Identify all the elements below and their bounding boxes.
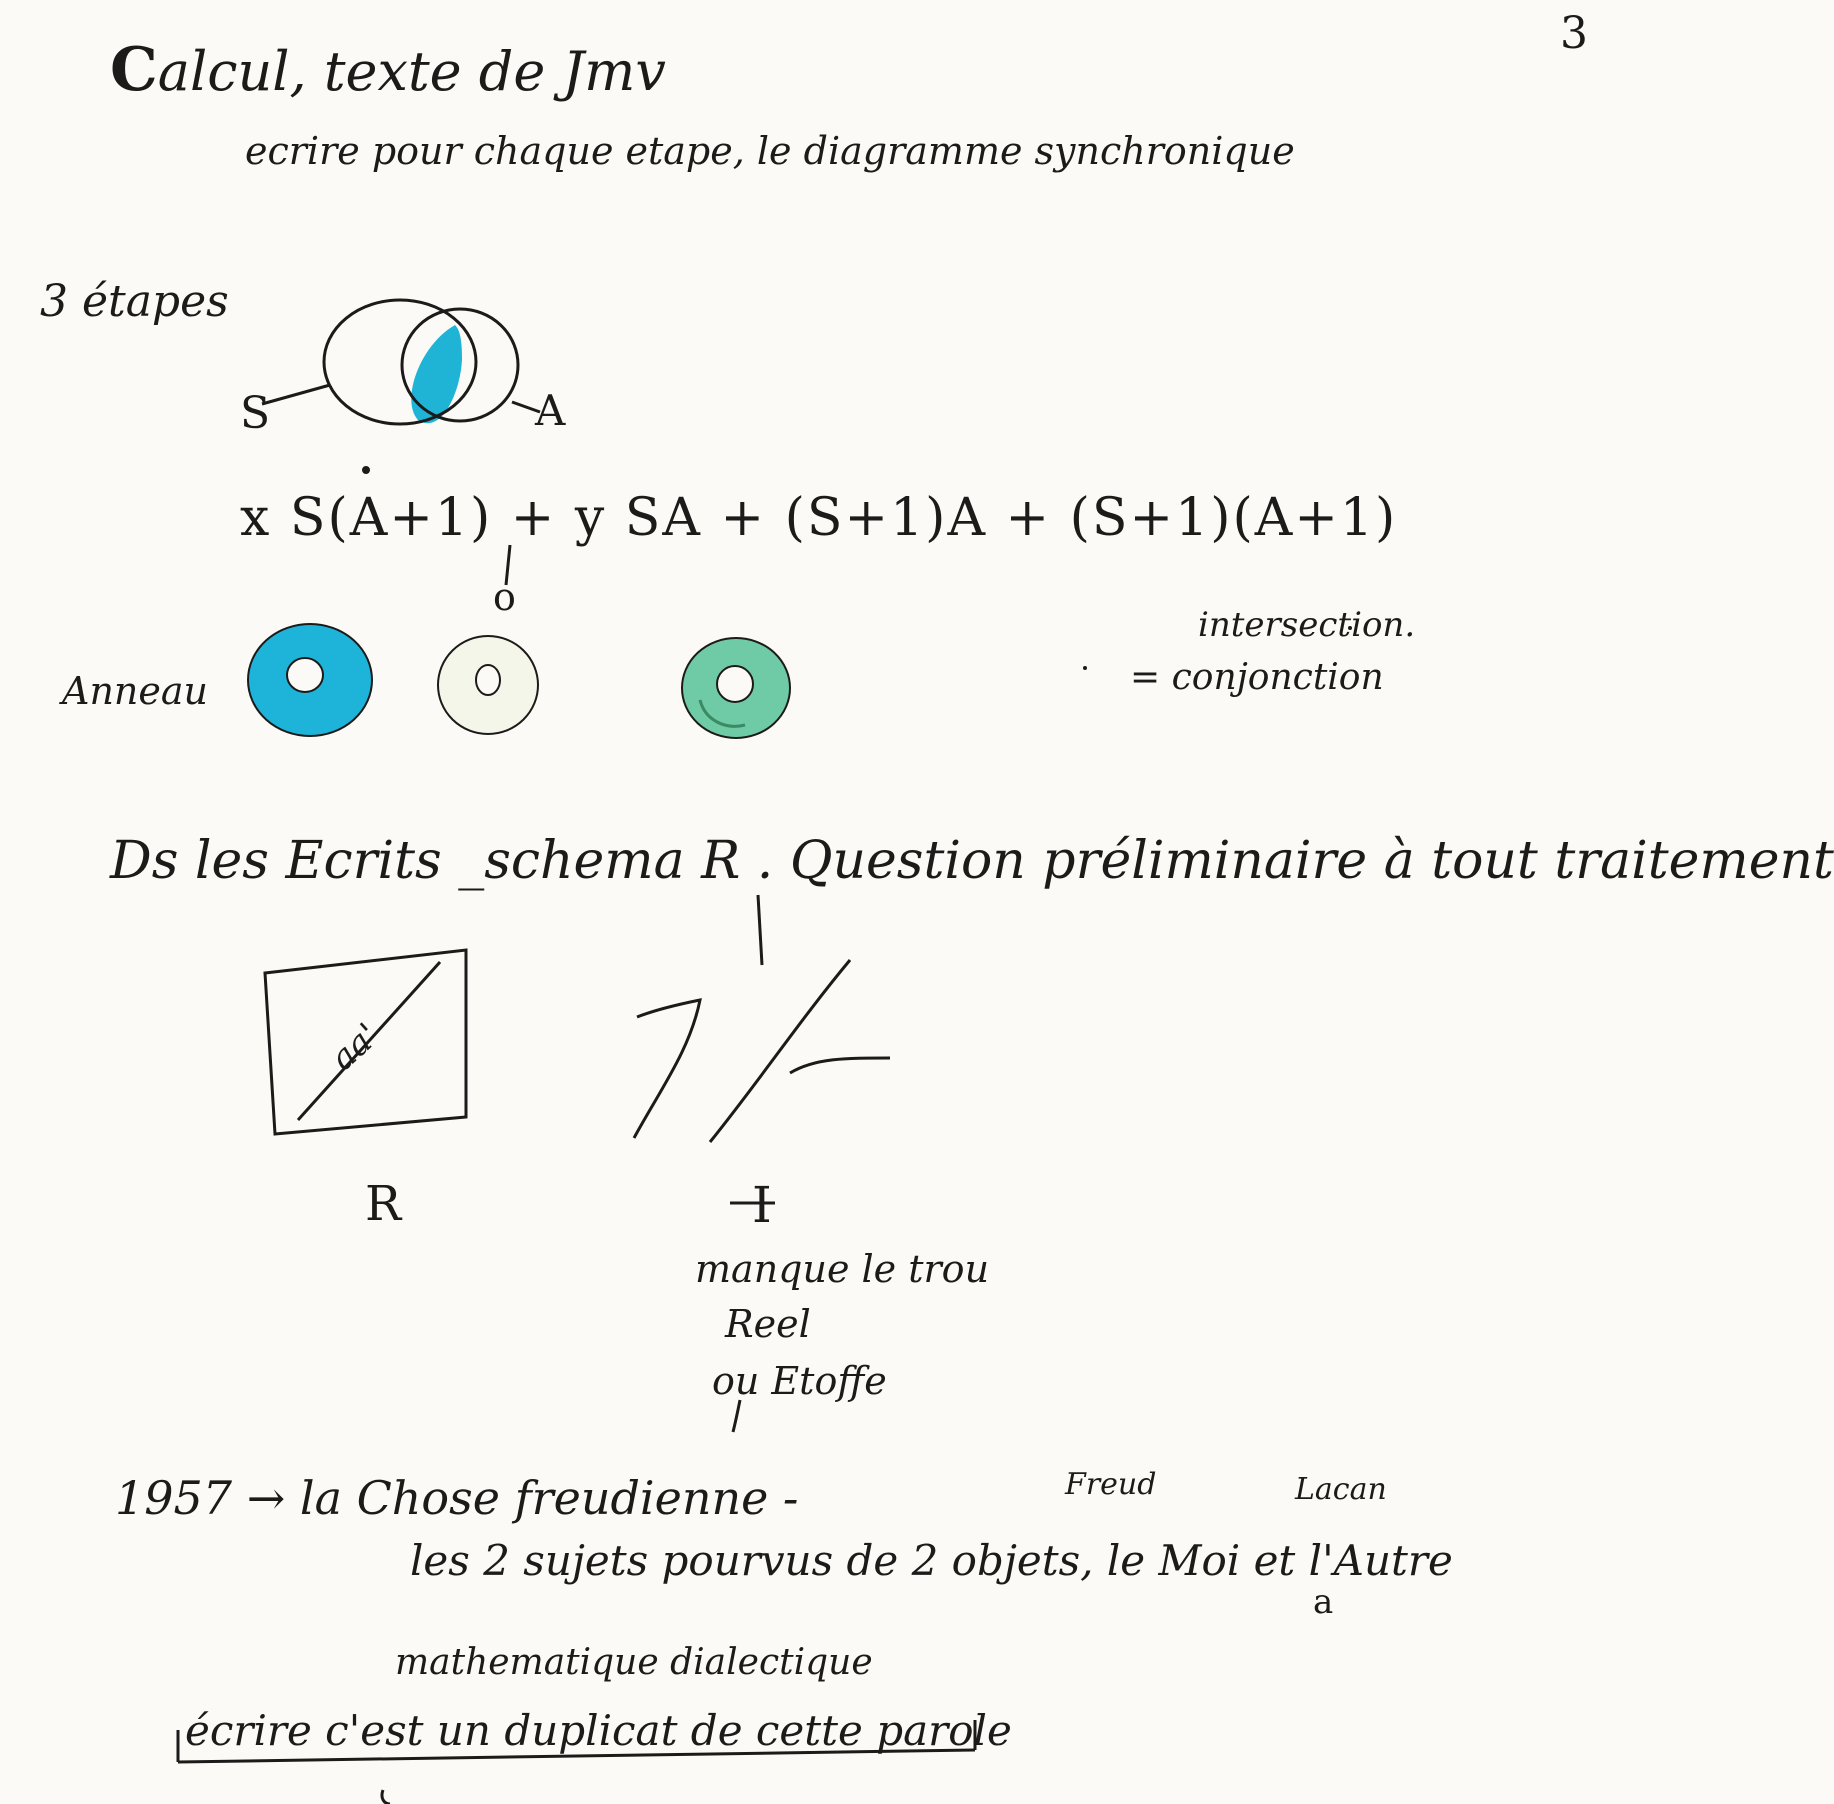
ring-blue	[248, 624, 372, 736]
schema-note-etoffe: ou Etoffe	[712, 1359, 887, 1403]
history-small-a: a	[1313, 1582, 1334, 1622]
schema-figures	[265, 820, 1530, 1432]
schema-label-r: R	[365, 1176, 402, 1232]
schema-heading: Ds les Ecrits _schema R . Question préliminaire à tout traitement	[110, 831, 1834, 891]
schema-dash	[810, 820, 1530, 830]
ring-white	[438, 636, 538, 734]
schema-i-stroke-right	[710, 960, 850, 1142]
history-year-line: 1957 → la Chose freudienne -	[115, 1471, 799, 1525]
page-number: 3	[1560, 8, 1588, 59]
page-title	[110, 35, 666, 105]
history-mathematique: mathematique dialectique	[395, 1642, 873, 1683]
schema-note-manque: manque le trou	[695, 1247, 990, 1291]
venn-label-s: S	[240, 388, 271, 439]
history-ecrire: écrire c'est un duplicat de cette parole	[185, 1706, 1012, 1755]
schema-i-pointer	[758, 895, 762, 965]
intersection-note: intersection.	[1198, 605, 1416, 645]
venn-diagram	[262, 300, 540, 424]
title-initial: C	[110, 35, 158, 105]
schema-note-reel: Reel	[725, 1302, 811, 1346]
etoffe-underline	[733, 1400, 740, 1432]
schema-label-i: I	[752, 1176, 772, 1234]
venn-intersection-fill	[411, 325, 462, 423]
venn-label-a: A	[535, 386, 566, 435]
schema-i-stroke-left	[634, 1000, 700, 1138]
schema-i-stroke-tail	[790, 1058, 890, 1073]
page-subtitle: ecrire pour chaque etape, le diagramme synchronique	[245, 129, 1295, 173]
conjonction-note: = conjonction	[1130, 657, 1384, 698]
history-sujets-line: les 2 sujets pourvus de 2 objets, le Moi et l'Autre	[410, 1536, 1453, 1585]
ring-green	[682, 638, 790, 738]
steps-label: 3 étapes	[40, 276, 229, 327]
boolean-formula: x S(A+1) + y SA + (S+1)A + (S+1)(A+1)	[240, 488, 1398, 548]
anneau-label: Anneau	[62, 669, 209, 713]
lacan-label: Lacan	[1295, 1472, 1387, 1507]
title-rest: alcul, texte de Jmv	[157, 40, 666, 103]
venn-pointer-s	[262, 385, 330, 404]
freud-label: Freud	[1065, 1467, 1157, 1502]
schema-square-label: aa'	[323, 1015, 387, 1079]
formula-small-circle: o	[493, 575, 516, 619]
